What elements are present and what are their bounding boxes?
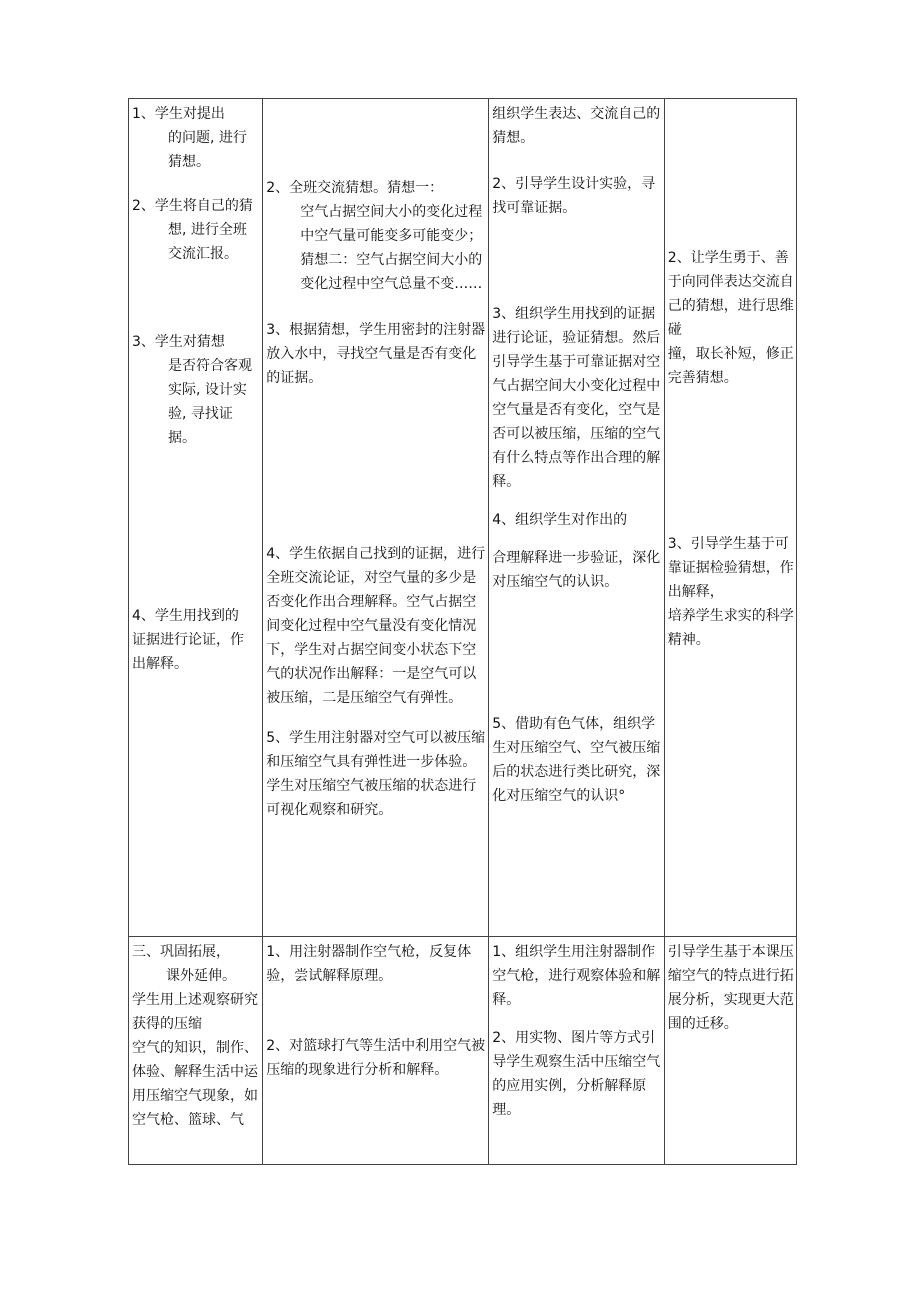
cell-text: 1、用注射器制作空气枪，反复体验，尝试解释原理。 — [266, 944, 472, 984]
cell-text: 培养学生求实的科学精神。 — [667, 608, 794, 648]
cell-text: 空气的知识，制作、体验、解释生活中运用压缩空气现象，如空气枪、篮球、气 — [132, 1040, 258, 1128]
cell-text: 1、组织学生用注射器制作空气枪，进行观察体验和解释。 — [492, 944, 661, 1008]
teacher-activity-cell — [489, 99, 665, 937]
cell-text: 课外延伸。 — [166, 968, 236, 984]
lesson-plan-table — [128, 98, 797, 1165]
cell-text: 三、巩固拓展， — [132, 944, 230, 960]
cell-text: 验, 寻找证据。 — [168, 406, 233, 446]
cell-text: 2、用实物、图片等方式引导学生观察生活中压缩空气的应用实例，分析解释原理。 — [492, 1030, 661, 1118]
cell-text: 引导学生基于本课压缩空气的特点进行拓展分析，实现更大范 — [667, 944, 794, 1008]
cell-text: 的问题, 进行 — [168, 130, 247, 146]
cell-text: 是否符合客观 — [168, 358, 252, 374]
design-intent-cell — [664, 99, 796, 937]
cell-text: 2、让学生勇于、善于向同伴表达交流自己的猜想，进行思维碰 — [667, 250, 794, 338]
cell-text: 3、学生对猜想 — [132, 334, 225, 350]
cell-text: 学生用上述观察研究获得的压缩 — [132, 992, 258, 1032]
cell-text: 围的迁移。 — [667, 1016, 738, 1032]
table-row — [129, 937, 797, 1165]
cell-text: 4、学生用找到的 — [132, 608, 239, 624]
cell-text: 组织学生表达、交流自己的猜想。 — [492, 106, 661, 146]
cell-text: 实际, 设计实 — [168, 382, 247, 398]
cell-text: 证据进行论证，作 — [132, 632, 244, 648]
cell-text: 出解释。 — [132, 656, 188, 672]
cell-text: 3、引导学生基于可靠证据检验猜想，作出解释， — [667, 536, 794, 600]
student-activity-cell — [129, 937, 263, 1165]
cell-text: 想, 进行全班 — [168, 222, 247, 238]
cell-text: 2、对篮球打气等生活中利用空气被压缩的现象进行分析和解释。 — [266, 1038, 486, 1078]
cell-text: 2、学生将自己的猜 — [132, 198, 253, 214]
cell-text: 合理解释进一步验证，深化对压缩空气的认识。 — [492, 550, 661, 590]
class-process-cell — [263, 937, 489, 1165]
design-intent-cell — [664, 937, 796, 1165]
student-activity-cell — [129, 99, 263, 937]
teacher-activity-cell — [489, 937, 665, 1165]
cell-text: 4、学生依据自己找到的证据，进行全班交流论证，对空气量的多少是否变化作出合理解释。空气占据空间变化过程中空气量没有变化情况下，学生对占据空间变小状态下空气的状况作出解释：一是空气可以被压缩，二是压缩空气有弹性。 — [266, 546, 486, 706]
cell-text: 交流汇报。 — [168, 246, 238, 262]
cell-text: 5、借助有色气体，组织学生对压缩空气、空气被压缩后的状态进行类比研究，深化对压缩空气的认识° — [492, 716, 661, 804]
cell-text: 5、学生用注射器对空气可以被压缩和压缩空气具有弹性进一步体验。学生对压缩空气被压缩的状态进行可视化观察和研究。 — [266, 730, 486, 818]
cell-text: 3、根据猜想，学生用密封的注射器放入水中，寻找空气量是否有变化的证据。 — [266, 322, 486, 386]
cell-text: 1、学生对提出 — [132, 106, 225, 122]
cell-text: 3、组织学生用找到的证据进行论证，验证猜想。然后引导学生基于可靠证据对空气占据空间大小变化过程中空气量是否有变化，空气是否可以被压缩，压缩的空气有什么特点等作出合理的解释。 — [492, 306, 661, 490]
cell-text: 2、全班交流猜想。猜想一： — [266, 180, 444, 196]
class-process-cell — [263, 99, 489, 937]
cell-text: 2、引导学生设计实验，寻找可靠证据。 — [492, 176, 656, 216]
cell-text: 猜想。 — [168, 154, 210, 170]
cell-text: 空气占据空间大小的变化过程中空气量可能变多可能变少；猜想二：空气占据空间大小的变化过程中空气总量不变…… — [300, 204, 483, 292]
table-row — [129, 99, 797, 937]
cell-text: 撞，取长补短，修正完善猜想。 — [667, 346, 794, 386]
cell-text: 4、组织学生对作出的 — [492, 512, 628, 528]
